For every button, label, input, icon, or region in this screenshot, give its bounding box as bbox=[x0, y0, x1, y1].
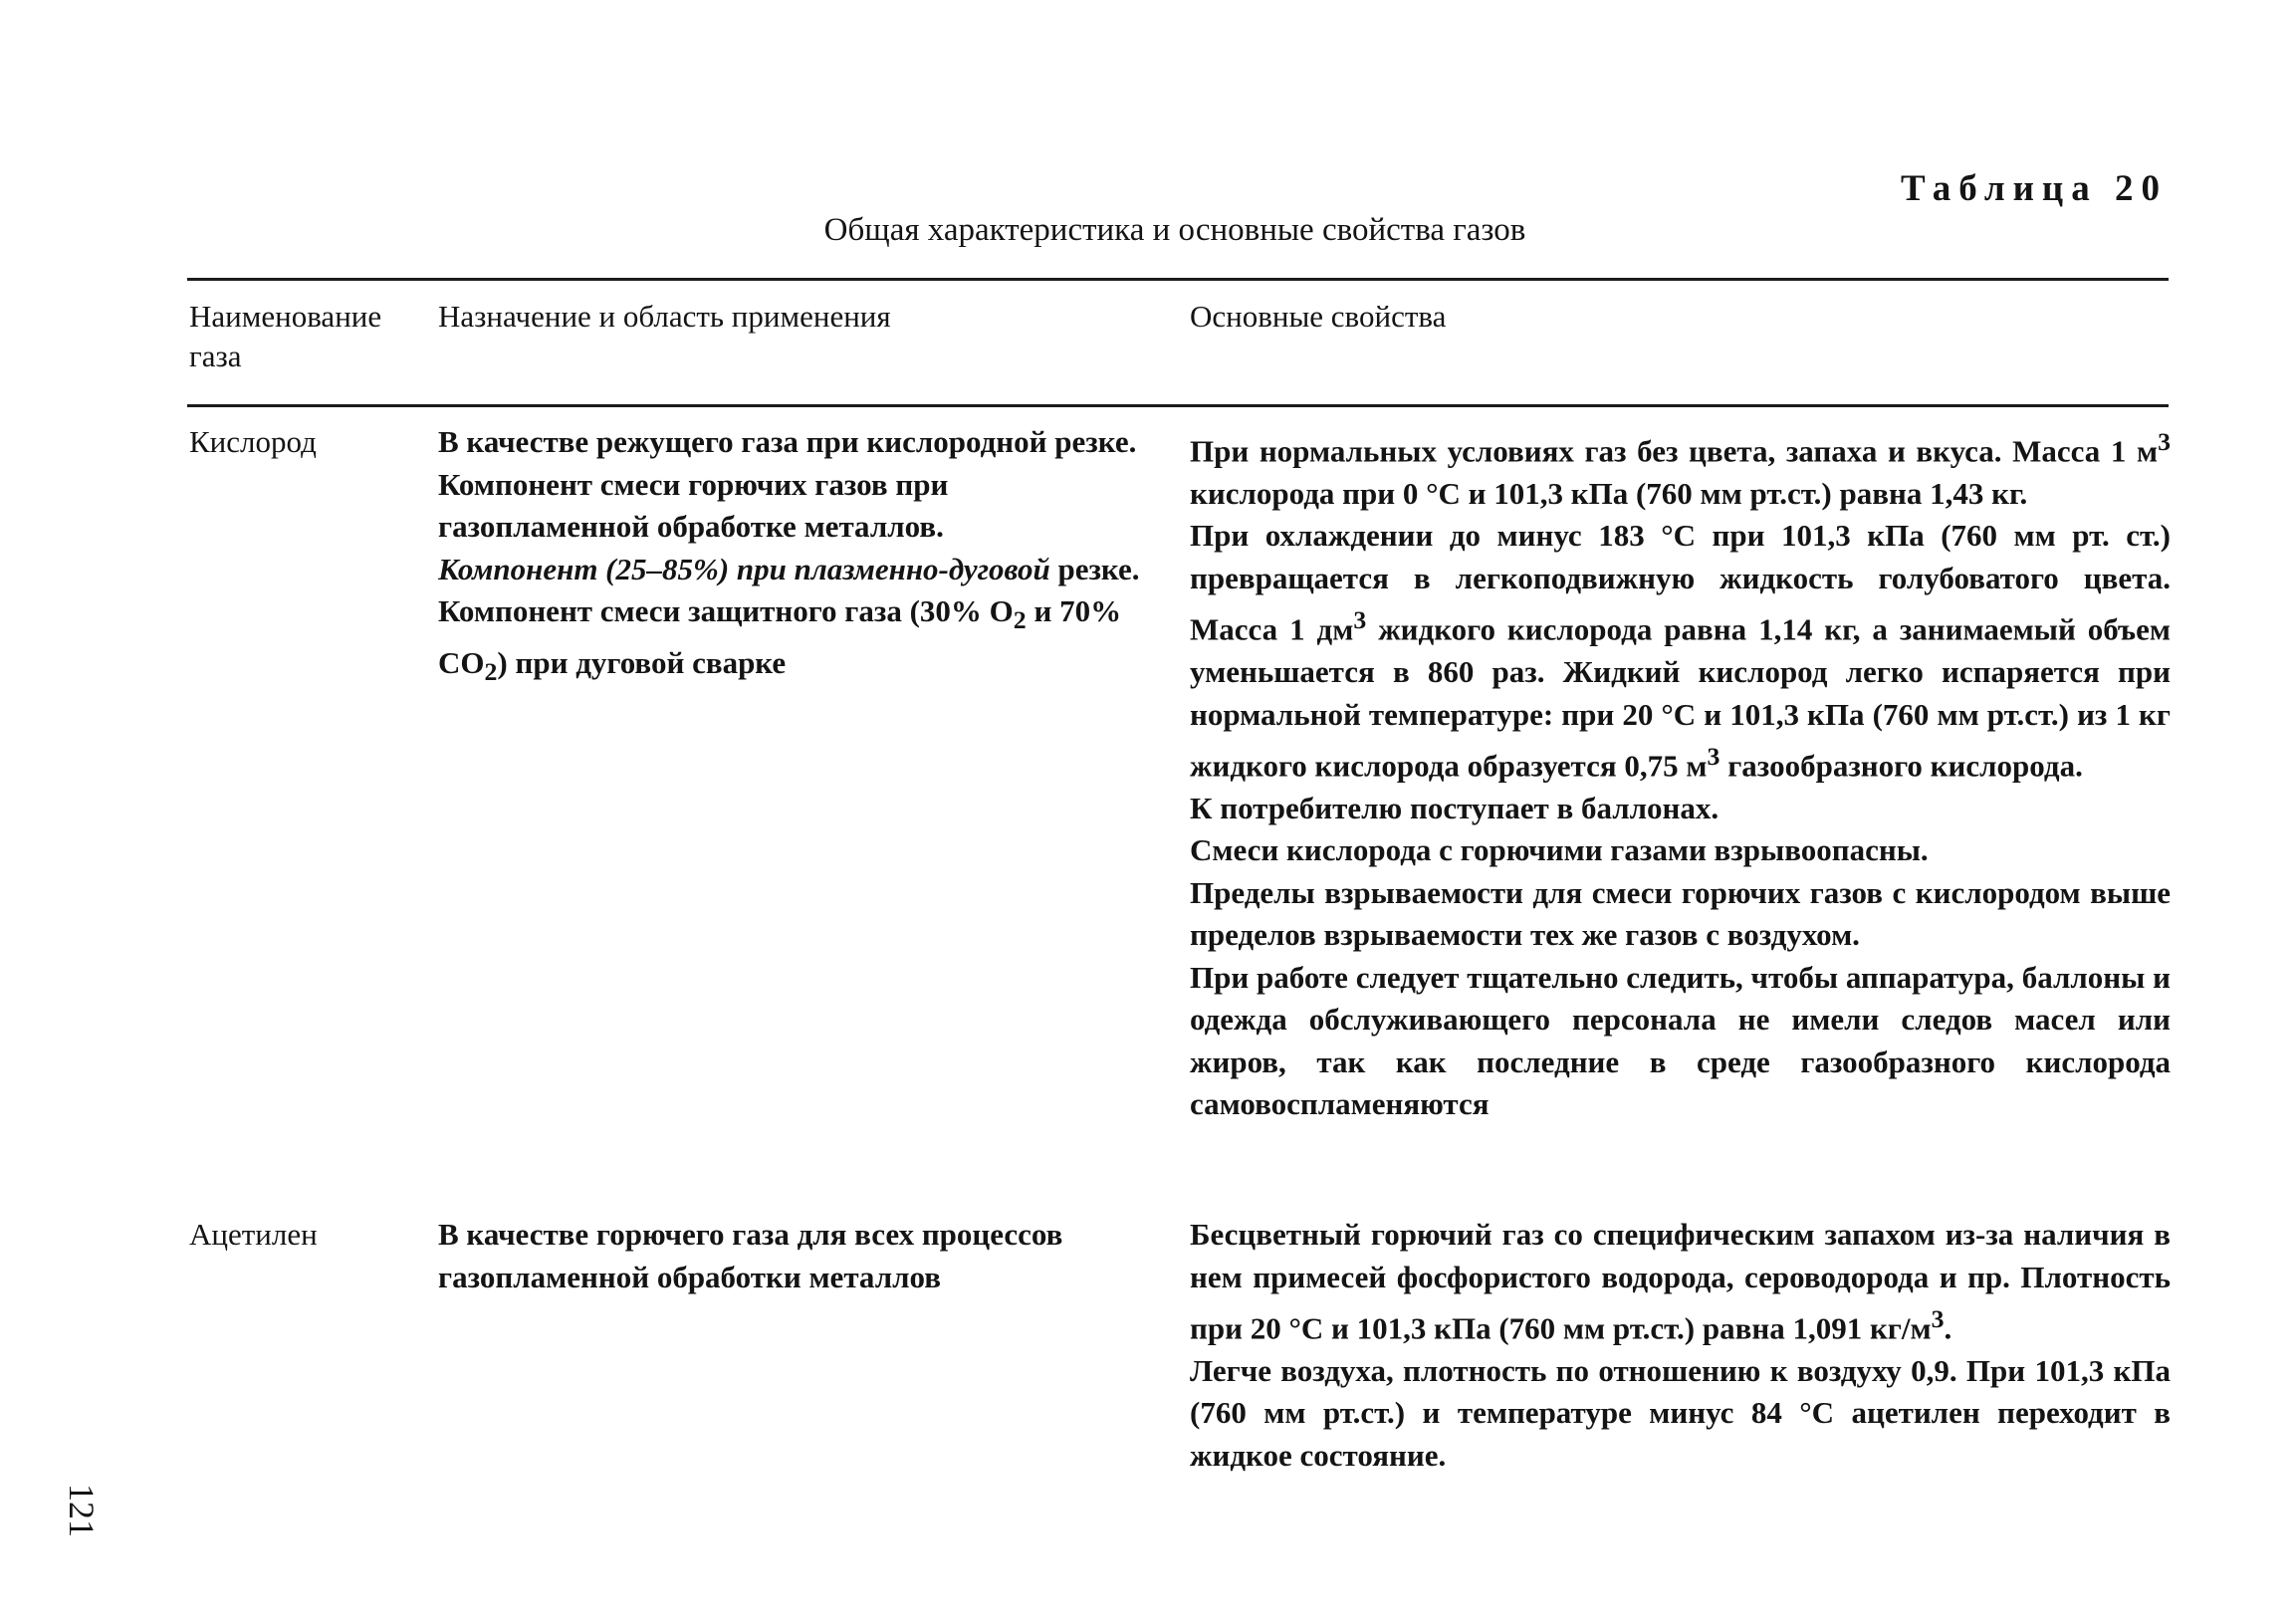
purpose-cell-acetylene bbox=[438, 1214, 1155, 1298]
gas-name-oxygen: Кислород bbox=[189, 424, 317, 459]
column-header-purpose: Назначение и область применения bbox=[438, 299, 891, 334]
properties-cell-acetylene bbox=[1190, 1214, 2171, 1477]
properties-paragraph: Смеси кислорода с горючими газами взрывоопасны. bbox=[1190, 832, 1929, 868]
properties-text: При охлаждении до минус 183 °С при 101,3 кПа (760 мм рт. ст.) превращается в легкоподвижную жидкость голубоватого цвета. Масса 1 дм bbox=[1190, 518, 2171, 647]
properties-text: кислорода при 0 °С и 101,3 кПа (760 мм рт.ст.) равна 1,43 кг. bbox=[1190, 475, 2028, 511]
column-header-name: Наименование газа bbox=[189, 299, 382, 373]
purpose-paragraph: В качестве горючего газа для всех процессов газопламенной обработки металлов bbox=[438, 1217, 1063, 1294]
properties-text: жидкого кислорода равна 1,14 кг, а занимаемый объем уменьшается в 860 раз. Жидкий кислород легко испаряется при нормальной температуре: при 20 °С и 101,3 кПа (760 мм рт.ст.) из 1 кг жидкого кислорода образуется 0,75 м bbox=[1190, 611, 2171, 784]
column-header-properties: Основные свойства bbox=[1190, 299, 1447, 334]
subscript: 2 bbox=[1013, 605, 1027, 635]
properties-paragraph: При работе следует тщательно следить, чтобы аппаратура, баллоны и одежда обслуживающего персонала не имели следов масел или жиров, так как последние в среде газообразного кислорода самовоспламеняются bbox=[1190, 959, 2171, 1122]
properties-text: При нормальных условиях газ без цвета, запаха и вкуса. Масса 1 м bbox=[1190, 433, 2159, 469]
properties-cell-oxygen bbox=[1190, 421, 2171, 1126]
purpose-text: и 70% CO bbox=[438, 593, 1122, 680]
table-top-rule bbox=[187, 278, 2169, 281]
properties-text: Бесцветный горючий газ со специфическим запахом из-за наличия в нем примесей фосфористого водорода, сероводорода и пр. Плотность при 20 °С и 101,3 кПа (760 мм рт.ст.) равна 1,091 кг/м bbox=[1190, 1217, 2171, 1346]
table-header-rule bbox=[187, 404, 2169, 407]
purpose-text: резке. Компонент смеси защитного газа (30% O bbox=[438, 551, 1140, 628]
purpose-text: ) при дуговой сварке bbox=[497, 644, 787, 680]
superscript: 3 bbox=[1707, 742, 1720, 772]
properties-paragraph bbox=[1190, 515, 2171, 788]
properties-paragraph: К потребителю поступает в баллонах. bbox=[1190, 790, 1720, 825]
table-number: Таблица 20 bbox=[1901, 168, 2168, 209]
purpose-cell-oxygen bbox=[438, 421, 1155, 693]
properties-paragraph: Легче воздуха, плотность по отношению к воздуху 0,9. При 101,3 кПа (760 мм рт.ст.) и температуре минус 84 °С ацетилен переходит в жидкое состояние. bbox=[1190, 1352, 2171, 1473]
gas-name-acetylene: Ацетилен bbox=[189, 1217, 318, 1252]
superscript: 3 bbox=[1931, 1304, 1945, 1333]
purpose-paragraph: В качестве режущего газа при кислородной резке. bbox=[438, 424, 1137, 459]
page-number: 121 bbox=[62, 1484, 102, 1537]
properties-paragraph: Пределы взрываемости для смеси горючих газов с кислородом выше пределов взрываемости тех же газов с воздухом. bbox=[1190, 874, 2171, 953]
properties-paragraph bbox=[1190, 1214, 2171, 1350]
subscript: 2 bbox=[484, 656, 498, 686]
purpose-italic-text: Компонент (25–85%) при плазменно-дуговой bbox=[438, 551, 1050, 586]
superscript: 3 bbox=[1353, 605, 1367, 635]
purpose-paragraph: Компонент смеси горючих газов при газопламенной обработке металлов. bbox=[438, 466, 949, 544]
properties-paragraph bbox=[1190, 421, 2171, 515]
table-title: Общая характеристика и основные свойства газов bbox=[823, 212, 1526, 248]
purpose-paragraph bbox=[438, 549, 1155, 694]
properties-text: газообразного кислорода. bbox=[1720, 748, 2083, 784]
superscript: 3 bbox=[2158, 427, 2171, 456]
properties-text: . bbox=[1944, 1310, 1952, 1346]
